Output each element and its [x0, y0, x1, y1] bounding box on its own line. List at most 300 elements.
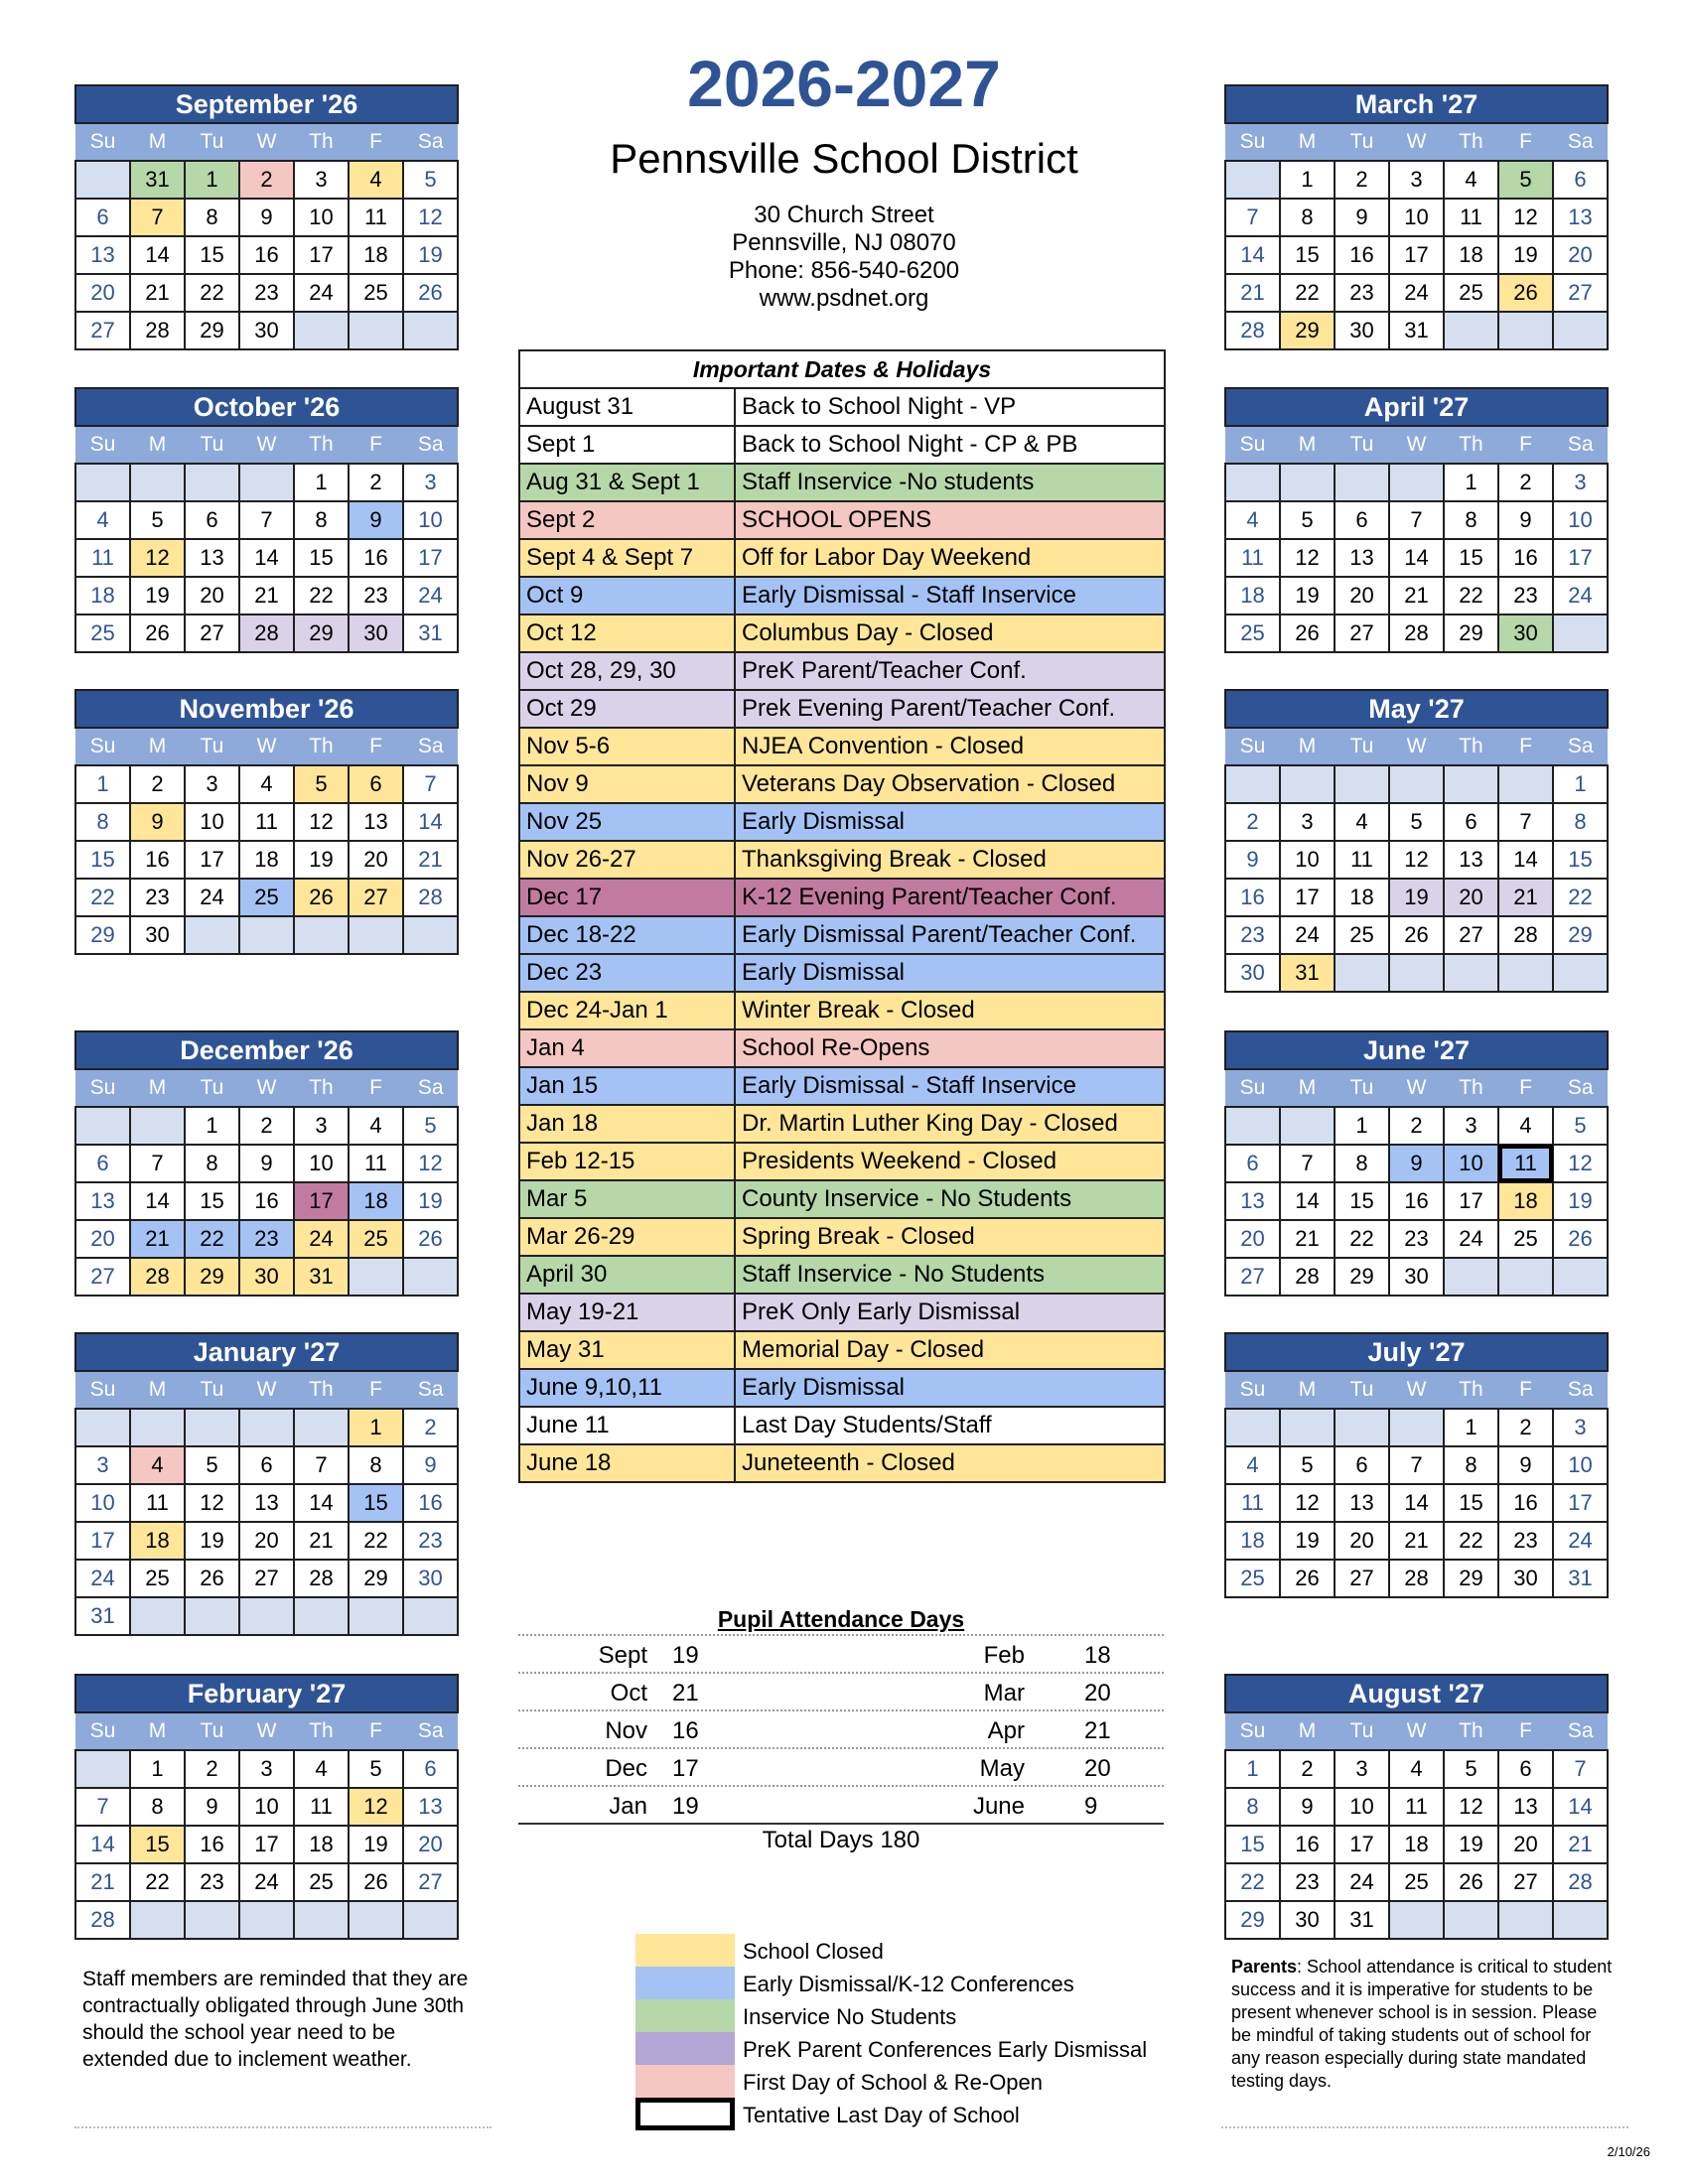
day-cell: 5 — [349, 1750, 403, 1788]
empty-day-cell — [75, 464, 130, 501]
legend-item — [635, 2098, 1152, 2130]
day-cell: 3 — [1553, 464, 1608, 501]
day-cell: 1 — [1444, 464, 1498, 501]
day-cell: 9 — [403, 1446, 458, 1484]
day-cell: 25 — [294, 1863, 349, 1901]
day-cell: 8 — [1280, 199, 1335, 236]
empty-day-cell — [294, 312, 349, 349]
day-cell: 30 — [1498, 614, 1553, 652]
day-cell: 5 — [1280, 1446, 1335, 1484]
day-cell: 9 — [349, 501, 403, 539]
day-cell: 25 — [239, 879, 294, 916]
day-header-su: Su — [75, 426, 130, 464]
event-date: Jan 4 — [519, 1029, 735, 1067]
staff-note: Staff members are reminded that they are contractually obligated through June 30th should the school year need to be extended due to inclement weather. — [82, 1968, 469, 2071]
calendar-apr — [1224, 387, 1609, 653]
day-cell: 3 — [1335, 1750, 1389, 1788]
day-header-m: M — [130, 1712, 185, 1750]
day-cell: 15 — [1444, 539, 1498, 577]
event-description: Off for Labor Day Weekend — [735, 539, 1165, 577]
day-header-f: F — [349, 728, 403, 765]
day-cell: 1 — [1335, 1107, 1389, 1145]
day-cell: 24 — [294, 274, 349, 312]
month-title: April '27 — [1225, 388, 1608, 426]
day-header-w: W — [239, 1069, 294, 1107]
legend-swatch — [635, 1934, 735, 1967]
day-cell: 17 — [1553, 539, 1608, 577]
day-cell: 2 — [403, 1409, 458, 1446]
day-cell: 7 — [1389, 1446, 1444, 1484]
event-row — [519, 992, 1165, 1029]
day-cell: 19 — [1280, 1522, 1335, 1560]
legend-item — [635, 2032, 1152, 2065]
empty-day-cell — [1389, 1901, 1444, 1939]
day-cell: 24 — [1444, 1220, 1498, 1258]
attendance-month-right: Mar — [983, 1680, 1025, 1706]
day-header-f: F — [349, 426, 403, 464]
day-header-th: Th — [1444, 1069, 1498, 1107]
day-cell: 27 — [75, 1258, 130, 1296]
day-cell: 6 — [1553, 161, 1608, 199]
day-cell: 9 — [1389, 1145, 1444, 1182]
calendar-feb — [74, 1674, 459, 1940]
day-cell: 20 — [239, 1522, 294, 1560]
day-cell: 25 — [1444, 274, 1498, 312]
month-title: July '27 — [1225, 1333, 1608, 1371]
day-cell: 22 — [1553, 879, 1608, 916]
empty-day-cell — [349, 916, 403, 954]
day-cell: 30 — [130, 916, 185, 954]
empty-day-cell — [349, 1901, 403, 1939]
empty-day-cell — [239, 464, 294, 501]
day-cell: 1 — [130, 1750, 185, 1788]
day-cell: 26 — [403, 274, 458, 312]
phone-number: Phone: 856-540-6200 — [728, 257, 960, 284]
day-header-th: Th — [1444, 728, 1498, 765]
attendance-days-right: 18 — [1084, 1642, 1111, 1669]
day-cell: 26 — [1553, 1220, 1608, 1258]
day-cell: 18 — [1225, 577, 1280, 614]
empty-day-cell — [130, 1901, 185, 1939]
day-cell: 20 — [349, 841, 403, 879]
legend-swatch — [635, 2065, 735, 2098]
event-date: Jan 15 — [519, 1067, 735, 1105]
empty-day-cell — [1389, 954, 1444, 992]
day-cell: 16 — [1225, 879, 1280, 916]
day-cell: 5 — [294, 765, 349, 803]
day-cell: 9 — [1225, 841, 1280, 879]
event-row — [519, 501, 1165, 539]
day-cell: 10 — [294, 199, 349, 236]
month-title: September '26 — [75, 85, 458, 123]
event-description: Back to School Night - CP & PB — [735, 426, 1165, 464]
day-cell: 3 — [294, 1107, 349, 1145]
day-cell: 27 — [349, 879, 403, 916]
revision-date: 2/10/26 — [1607, 2144, 1650, 2159]
day-cell: 7 — [403, 765, 458, 803]
empty-day-cell — [1444, 1258, 1498, 1296]
day-cell: 8 — [1225, 1788, 1280, 1826]
day-cell: 15 — [185, 236, 239, 274]
attendance-month-right: Apr — [987, 1717, 1025, 1744]
day-cell: 30 — [1498, 1560, 1553, 1597]
legend-item — [635, 1934, 1152, 1967]
day-cell: 6 — [1335, 1446, 1389, 1484]
day-cell: 14 — [1225, 236, 1280, 274]
event-row — [519, 539, 1165, 577]
empty-day-cell — [75, 1107, 130, 1145]
legend-swatch — [635, 1967, 735, 1999]
day-header-f: F — [1498, 1371, 1553, 1409]
day-header-w: W — [1389, 123, 1444, 161]
day-cell: 8 — [294, 501, 349, 539]
event-row — [519, 841, 1165, 879]
empty-day-cell — [294, 1901, 349, 1939]
day-cell: 5 — [1389, 803, 1444, 841]
event-date: Dec 18-22 — [519, 916, 735, 954]
day-cell: 19 — [349, 1826, 403, 1863]
day-cell: 23 — [1498, 1522, 1553, 1560]
attendance-month-right: May — [979, 1755, 1025, 1782]
day-cell: 17 — [185, 841, 239, 879]
day-cell: 27 — [1225, 1258, 1280, 1296]
day-cell: 29 — [185, 312, 239, 349]
calendar-year-title: 2026-2027 — [687, 47, 1001, 120]
day-cell: 28 — [130, 312, 185, 349]
day-cell: 8 — [1444, 501, 1498, 539]
day-cell: 28 — [1389, 614, 1444, 652]
day-cell: 2 — [1225, 803, 1280, 841]
attendance-month-left: Nov — [605, 1717, 647, 1744]
important-dates-title: Important Dates & Holidays — [519, 350, 1165, 388]
day-cell: 30 — [1335, 312, 1389, 349]
day-cell: 5 — [403, 1107, 458, 1145]
day-header-th: Th — [294, 123, 349, 161]
day-cell: 25 — [1225, 614, 1280, 652]
day-cell: 16 — [1389, 1182, 1444, 1220]
empty-day-cell — [1553, 312, 1608, 349]
day-header-tu: Tu — [1335, 1371, 1389, 1409]
event-description: Juneteenth - Closed — [735, 1444, 1165, 1482]
day-cell: 29 — [1444, 614, 1498, 652]
legend-item — [635, 1999, 1152, 2032]
attendance-days-left: 16 — [672, 1717, 699, 1744]
address-city: Pennsville, NJ 08070 — [732, 229, 956, 256]
day-cell: 26 — [1280, 614, 1335, 652]
empty-day-cell — [1553, 614, 1608, 652]
day-cell: 8 — [130, 1788, 185, 1826]
event-description: NJEA Convention - Closed — [735, 728, 1165, 765]
day-cell: 23 — [130, 879, 185, 916]
day-cell: 18 — [130, 1522, 185, 1560]
day-header-su: Su — [75, 728, 130, 765]
event-row — [519, 1029, 1165, 1067]
day-cell: 18 — [1498, 1182, 1553, 1220]
day-cell: 15 — [1335, 1182, 1389, 1220]
day-cell: 22 — [75, 879, 130, 916]
day-cell: 22 — [1280, 274, 1335, 312]
day-cell: 9 — [239, 1145, 294, 1182]
day-cell: 22 — [294, 577, 349, 614]
event-date: Dec 23 — [519, 954, 735, 992]
day-cell: 26 — [1444, 1863, 1498, 1901]
day-header-tu: Tu — [185, 426, 239, 464]
day-cell: 19 — [1444, 1826, 1498, 1863]
day-cell: 29 — [185, 1258, 239, 1296]
day-cell: 20 — [1225, 1220, 1280, 1258]
day-cell: 12 — [1444, 1788, 1498, 1826]
day-header-sa: Sa — [1553, 426, 1608, 464]
day-cell: 12 — [1553, 1145, 1608, 1182]
empty-day-cell — [1389, 464, 1444, 501]
day-cell: 11 — [1225, 1484, 1280, 1522]
event-description: SCHOOL OPENS — [735, 501, 1165, 539]
day-cell: 13 — [1553, 199, 1608, 236]
attendance-month-left: Sept — [598, 1642, 647, 1669]
event-date: Sept 2 — [519, 501, 735, 539]
day-cell: 10 — [75, 1484, 130, 1522]
month-title: June '27 — [1225, 1031, 1608, 1069]
day-cell: 2 — [349, 464, 403, 501]
day-header-tu: Tu — [1335, 426, 1389, 464]
day-cell: 25 — [130, 1560, 185, 1597]
event-date: Nov 5-6 — [519, 728, 735, 765]
event-row — [519, 614, 1165, 652]
address-street: 30 Church Street — [754, 202, 934, 228]
calendar-nov — [74, 689, 459, 955]
day-cell: 9 — [1498, 501, 1553, 539]
day-cell: 24 — [185, 879, 239, 916]
day-cell: 26 — [1280, 1560, 1335, 1597]
day-cell: 6 — [1444, 803, 1498, 841]
day-header-m: M — [130, 1371, 185, 1409]
day-cell: 1 — [294, 464, 349, 501]
empty-day-cell — [1335, 1409, 1389, 1446]
day-header-m: M — [1280, 426, 1335, 464]
event-description: Back to School Night - VP — [735, 388, 1165, 426]
day-cell: 27 — [1444, 916, 1498, 954]
parents-text: : School attendance is critical to student success and it is imperative for students to be present whenever school is in session. Please be mindful of taking students out of school for any reason especially during state mandated testing days. — [1231, 1957, 1613, 2091]
day-header-tu: Tu — [1335, 728, 1389, 765]
attendance-days-right: 9 — [1084, 1793, 1098, 1820]
empty-day-cell — [294, 1409, 349, 1446]
event-date: Sept 1 — [519, 426, 735, 464]
day-cell: 3 — [1280, 803, 1335, 841]
event-date: Oct 29 — [519, 690, 735, 728]
event-date: Jan 18 — [519, 1105, 735, 1143]
day-cell: 18 — [239, 841, 294, 879]
day-cell: 19 — [403, 236, 458, 274]
attendance-row — [518, 1672, 1164, 1709]
event-date: Sept 4 & Sept 7 — [519, 539, 735, 577]
day-cell: 7 — [1280, 1145, 1335, 1182]
event-description: Thanksgiving Break - Closed — [735, 841, 1165, 879]
day-cell: 21 — [239, 577, 294, 614]
event-description: PreK Only Early Dismissal — [735, 1294, 1165, 1331]
day-header-sa: Sa — [1553, 728, 1608, 765]
day-cell: 2 — [1498, 1409, 1553, 1446]
empty-day-cell — [1444, 1901, 1498, 1939]
attendance-month-right: Feb — [983, 1642, 1025, 1669]
day-cell: 6 — [1335, 501, 1389, 539]
day-cell: 13 — [403, 1788, 458, 1826]
parents-label: Parents — [1231, 1957, 1298, 1977]
day-header-tu: Tu — [1335, 1069, 1389, 1107]
event-description: K-12 Evening Parent/Teacher Conf. — [735, 879, 1165, 916]
event-row — [519, 1331, 1165, 1369]
day-cell: 7 — [130, 199, 185, 236]
day-cell: 4 — [294, 1750, 349, 1788]
website-link[interactable]: www.psdnet.org — [759, 285, 929, 312]
day-header-su: Su — [1225, 728, 1280, 765]
day-cell: 25 — [75, 614, 130, 652]
day-cell: 3 — [1444, 1107, 1498, 1145]
day-cell: 11 — [1498, 1145, 1553, 1182]
day-cell: 7 — [1553, 1750, 1608, 1788]
day-cell: 16 — [1335, 236, 1389, 274]
day-cell: 17 — [239, 1826, 294, 1863]
event-row — [519, 916, 1165, 954]
day-cell: 7 — [294, 1446, 349, 1484]
month-title: March '27 — [1225, 85, 1608, 123]
day-cell: 1 — [185, 1107, 239, 1145]
day-cell: 11 — [349, 1145, 403, 1182]
day-header-th: Th — [294, 1371, 349, 1409]
day-cell: 9 — [1335, 199, 1389, 236]
day-cell: 4 — [1498, 1107, 1553, 1145]
event-date: Mar 26-29 — [519, 1218, 735, 1256]
day-header-f: F — [1498, 1712, 1553, 1750]
empty-day-cell — [1553, 1258, 1608, 1296]
day-cell: 25 — [1498, 1220, 1553, 1258]
event-row — [519, 426, 1165, 464]
day-cell: 24 — [403, 577, 458, 614]
day-cell: 11 — [1225, 539, 1280, 577]
day-header-tu: Tu — [1335, 1712, 1389, 1750]
day-cell: 18 — [294, 1826, 349, 1863]
day-cell: 16 — [130, 841, 185, 879]
day-cell: 4 — [349, 1107, 403, 1145]
day-header-m: M — [1280, 728, 1335, 765]
day-cell: 3 — [294, 161, 349, 199]
event-date: August 31 — [519, 388, 735, 426]
day-cell: 19 — [294, 841, 349, 879]
day-cell: 20 — [1553, 236, 1608, 274]
day-cell: 3 — [403, 464, 458, 501]
day-cell: 14 — [294, 1484, 349, 1522]
day-cell: 18 — [1389, 1826, 1444, 1863]
day-cell: 4 — [1335, 803, 1389, 841]
day-cell: 19 — [130, 577, 185, 614]
day-header-su: Su — [1225, 426, 1280, 464]
empty-day-cell — [1444, 312, 1498, 349]
day-cell: 28 — [1225, 312, 1280, 349]
day-cell: 15 — [185, 1182, 239, 1220]
event-description: Spring Break - Closed — [735, 1218, 1165, 1256]
day-header-tu: Tu — [185, 1712, 239, 1750]
empty-day-cell — [1280, 1107, 1335, 1145]
day-cell: 17 — [1335, 1826, 1389, 1863]
day-cell: 22 — [1444, 577, 1498, 614]
empty-day-cell — [294, 1597, 349, 1635]
day-header-f: F — [1498, 728, 1553, 765]
day-cell: 9 — [185, 1788, 239, 1826]
day-cell: 28 — [75, 1901, 130, 1939]
day-cell: 4 — [130, 1446, 185, 1484]
day-cell: 24 — [1280, 916, 1335, 954]
day-header-w: W — [1389, 1712, 1444, 1750]
day-cell: 8 — [1444, 1446, 1498, 1484]
event-date: Oct 12 — [519, 614, 735, 652]
event-date: Mar 5 — [519, 1180, 735, 1218]
day-cell: 16 — [239, 1182, 294, 1220]
day-cell: 28 — [130, 1258, 185, 1296]
day-cell: 27 — [1553, 274, 1608, 312]
empty-day-cell — [1225, 161, 1280, 199]
day-cell: 24 — [1389, 274, 1444, 312]
day-header-w: W — [1389, 426, 1444, 464]
attendance-rule — [518, 1823, 1164, 1825]
day-cell: 11 — [75, 539, 130, 577]
day-header-th: Th — [1444, 1712, 1498, 1750]
day-header-sa: Sa — [403, 1712, 458, 1750]
legend-swatch — [635, 2098, 735, 2130]
attendance-row — [518, 1785, 1164, 1823]
day-cell: 6 — [1225, 1145, 1280, 1182]
attendance-month-left: Oct — [610, 1680, 647, 1706]
day-cell: 20 — [75, 274, 130, 312]
day-cell: 19 — [1280, 577, 1335, 614]
day-cell: 28 — [403, 879, 458, 916]
day-cell: 25 — [349, 274, 403, 312]
day-cell: 8 — [349, 1446, 403, 1484]
month-title: May '27 — [1225, 690, 1608, 728]
event-description: Presidents Weekend - Closed — [735, 1143, 1165, 1180]
day-header-f: F — [349, 1712, 403, 1750]
day-cell: 13 — [1498, 1788, 1553, 1826]
day-cell: 12 — [1280, 539, 1335, 577]
day-cell: 4 — [239, 765, 294, 803]
attendance-row — [518, 1747, 1164, 1785]
day-cell: 26 — [1498, 274, 1553, 312]
empty-day-cell — [1335, 765, 1389, 803]
day-cell: 30 — [239, 1258, 294, 1296]
day-cell: 17 — [1389, 236, 1444, 274]
day-cell: 24 — [75, 1560, 130, 1597]
day-header-w: W — [239, 728, 294, 765]
calendar-sep — [74, 84, 459, 350]
day-cell: 25 — [1225, 1560, 1280, 1597]
day-cell: 2 — [239, 1107, 294, 1145]
event-description: Early Dismissal — [735, 1369, 1165, 1407]
day-cell: 6 — [75, 1145, 130, 1182]
day-cell: 10 — [403, 501, 458, 539]
day-cell: 12 — [130, 539, 185, 577]
day-cell: 20 — [75, 1220, 130, 1258]
day-header-sa: Sa — [1553, 1371, 1608, 1409]
day-cell: 4 — [1225, 1446, 1280, 1484]
day-cell: 25 — [1335, 916, 1389, 954]
day-header-su: Su — [1225, 1069, 1280, 1107]
day-cell: 6 — [75, 199, 130, 236]
day-cell: 13 — [1225, 1182, 1280, 1220]
day-cell: 15 — [1553, 841, 1608, 879]
day-cell: 12 — [403, 1145, 458, 1182]
empty-day-cell — [185, 916, 239, 954]
day-header-m: M — [1280, 1712, 1335, 1750]
day-cell: 5 — [185, 1446, 239, 1484]
day-header-su: Su — [75, 1371, 130, 1409]
